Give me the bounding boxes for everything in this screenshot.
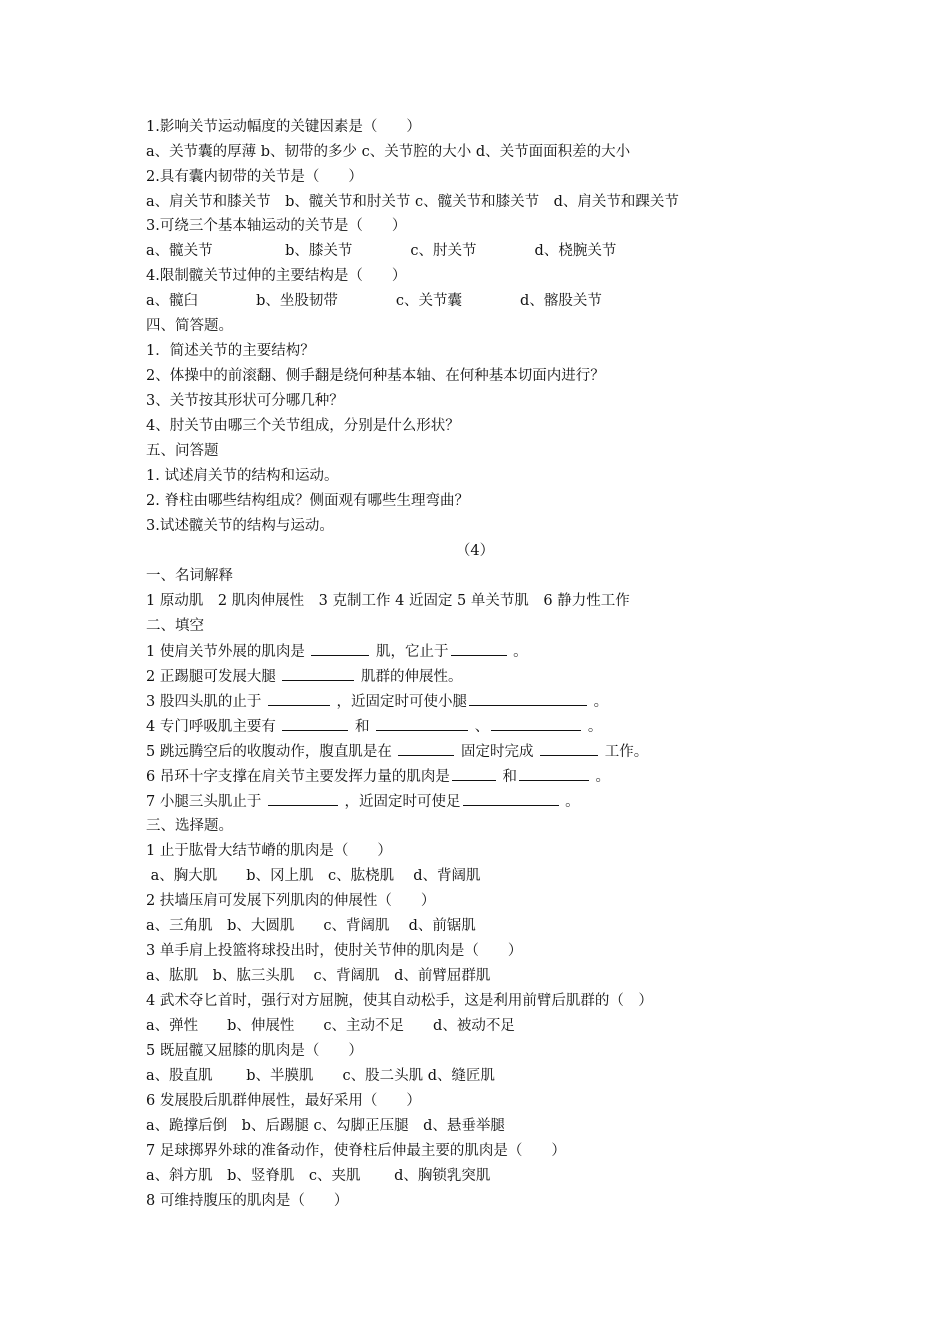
- fill-text: 5 跳远腾空后的收腹动作，腹直肌是在: [146, 744, 397, 760]
- choice-options: a、弹性 b、伸展性 c、主动不足 d、被动不足: [146, 1018, 515, 1034]
- fill-text: 肌，它止于: [371, 644, 449, 660]
- fill-item: [146, 739, 648, 764]
- choice-options: a、肱肌 b、肱三头肌 c、背阔肌 d、前臂屈群肌: [146, 968, 491, 984]
- choice-options: a、胸大肌 b、冈上肌 c、肱桡肌 d、背阔肌: [146, 868, 481, 884]
- part-label: （4）: [455, 543, 495, 559]
- fill-text: 。: [589, 694, 609, 710]
- fill-text: 。: [508, 644, 528, 660]
- fill-text: 、: [470, 719, 490, 735]
- short-answer-item: 1．简述关节的主要结构？: [146, 343, 315, 359]
- fill-blank[interactable]: [469, 689, 587, 706]
- essay-item: 2. 脊柱由哪些结构组成？侧面观有哪些生理弯曲？: [146, 493, 469, 509]
- short-answer-item: 4、肘关节由哪三个关节组成，分别是什么形状？: [146, 418, 460, 434]
- fill-item: [146, 714, 602, 739]
- choice-question: 3 单手肩上投篮将球投出时，使肘关节伸的肌肉是（ ）: [146, 943, 523, 959]
- question-3-options: a、髋关节 b、膝关节 c、肘关节 d、桡腕关节: [146, 243, 617, 259]
- short-answer-item: 3、关节按其形状可分哪几种？: [146, 393, 344, 409]
- fill-text: 1 使肩关节外展的肌肉是: [146, 644, 310, 660]
- choice-options: a、斜方肌 b、竖脊肌 c、夹肌 d、胸锁乳突肌: [146, 1168, 491, 1184]
- fill-text: 。: [583, 719, 603, 735]
- section-heading-short-answer: 四、简答题。: [146, 318, 233, 334]
- choice-question: 1 止于肱骨大结节嵴的肌肉是（ ）: [146, 843, 392, 859]
- fill-item: [146, 689, 608, 714]
- fill-text: 和: [497, 769, 517, 785]
- fill-blank[interactable]: [268, 789, 338, 806]
- question-1: 1.影响关节运动幅度的关键因素是（ ）: [146, 119, 421, 135]
- fill-blank[interactable]: [282, 714, 348, 731]
- choice-question: 4 武术夺匕首时，强行对方屈腕，使其自动松手，这是利用前臂后肌群的（ ）: [146, 993, 653, 1009]
- section-heading-fill: 二、填空: [146, 618, 204, 634]
- fill-text: 肌群的伸展性。: [356, 669, 463, 685]
- fill-blank[interactable]: [519, 764, 589, 781]
- fill-blank[interactable]: [311, 639, 369, 656]
- choice-options: a、股直肌 b、半膜肌 c、股二头肌 d、缝匠肌: [146, 1068, 496, 1084]
- fill-blank[interactable]: [282, 664, 354, 681]
- question-4-options: a、髋臼 b、坐股韧带 c、关节囊 d、髂股关节: [146, 293, 602, 309]
- fill-text: 3 股四头肌的止于: [146, 694, 266, 710]
- question-2: 2.具有囊内韧带的关节是（ ）: [146, 169, 363, 185]
- fill-text: ，近固定时可使小腿: [331, 694, 468, 710]
- choice-question: 2 扶墙压肩可发展下列肌肉的伸展性（ ）: [146, 893, 436, 909]
- choice-question: 7 足球掷界外球的准备动作，使脊柱后伸最主要的肌肉是（ ）: [146, 1143, 566, 1159]
- fill-item: [146, 764, 610, 789]
- fill-blank[interactable]: [463, 789, 559, 806]
- fill-text: 。: [590, 769, 611, 785]
- essay-item: 3.试述髋关节的结构与运动。: [146, 518, 334, 534]
- fill-text: 7 小腿三头肌止于: [146, 794, 266, 810]
- question-4: 4.限制髋关节过伸的主要结构是（ ）: [146, 268, 407, 284]
- choice-options: a、三角肌 b、大圆肌 c、背阔肌 d、前锯肌: [146, 918, 476, 934]
- fill-blank[interactable]: [398, 739, 454, 756]
- fill-blank[interactable]: [376, 714, 468, 731]
- fill-blank[interactable]: [268, 689, 330, 706]
- choice-question: 8 可维持腹压的肌肉是（ ）: [146, 1193, 349, 1209]
- fill-item: [146, 639, 528, 664]
- fill-text: 固定时完成: [456, 744, 539, 760]
- choice-question: 5 既屈髋又屈膝的肌肉是（ ）: [146, 1043, 363, 1059]
- question-2-options: a、肩关节和膝关节 b、髋关节和肘关节 c、髋关节和膝关节 d、肩关节和踝关节: [146, 194, 679, 210]
- section-heading-choice: 三、选择题。: [146, 818, 233, 834]
- fill-text: 工作。: [600, 744, 649, 760]
- fill-blank[interactable]: [540, 739, 598, 756]
- essay-item: 1. 试述肩关节的结构和运动。: [146, 468, 339, 484]
- fill-blank[interactable]: [452, 764, 496, 781]
- choice-options: a、跪撑后倒 b、后踢腿 c、勾脚正压腿 d、悬垂举腿: [146, 1118, 505, 1134]
- terms-list: 1 原动肌 2 肌肉伸展性 3 克制工作 4 近固定 5 单关节肌 6 静力性工作: [146, 593, 630, 609]
- question-1-options: a、关节囊的厚薄 b、韧带的多少 c、关节腔的大小 d、关节面面积差的大小: [146, 144, 631, 160]
- fill-text: 。: [560, 794, 580, 810]
- question-3: 3.可绕三个基本轴运动的关节是（ ）: [146, 218, 407, 234]
- fill-text: 6 吊环十字支撑在肩关节主要发挥力量的肌肉是: [146, 769, 450, 785]
- fill-text: 2 正踢腿可发展大腿: [146, 669, 281, 685]
- fill-item: [146, 789, 580, 814]
- fill-text: ，近固定时可使足: [339, 794, 461, 810]
- section-heading-essay: 五、问答题: [146, 443, 219, 459]
- fill-text: 4 专门呼吸肌主要有: [146, 719, 281, 735]
- short-answer-item: 2、体操中的前滚翻、侧手翻是绕何种基本轴、在何种基本切面内进行？: [146, 368, 605, 384]
- fill-text: 和: [350, 719, 375, 735]
- fill-blank[interactable]: [491, 714, 581, 731]
- fill-blank[interactable]: [451, 639, 507, 656]
- fill-item: [146, 664, 463, 689]
- section-heading-terms: 一、名词解释: [146, 568, 233, 584]
- choice-question: 6 发展股后肌群伸展性，最好采用（ ）: [146, 1093, 421, 1109]
